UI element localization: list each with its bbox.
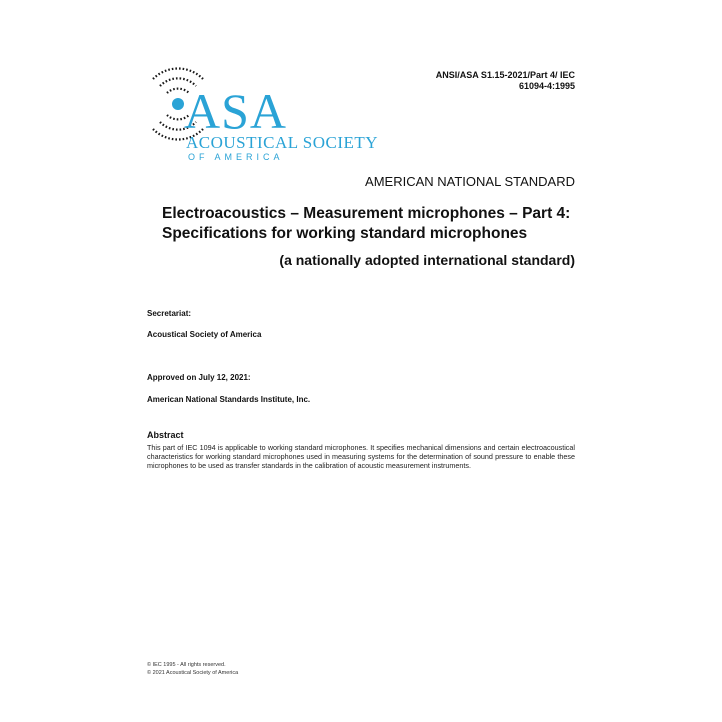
- secretariat-value: Acoustical Society of America: [147, 330, 262, 339]
- logo-wordmark: ASA: [184, 83, 288, 139]
- secretariat-label: Secretariat:: [147, 309, 192, 318]
- abstract-heading: Abstract: [147, 430, 184, 440]
- document-identifier: [375, 70, 575, 92]
- approved-label: Approved on July 12, 2021:: [147, 373, 251, 382]
- approved-value: American National Standards Institute, Inc.: [147, 395, 311, 404]
- doc-id-line-2: 61094-4:1995: [518, 81, 575, 91]
- logo-society-name: ACOUSTICAL SOCIETY: [186, 133, 379, 152]
- copyright-asa: © 2021 Acoustical Society of America: [147, 670, 239, 676]
- asa-logo: [140, 64, 380, 164]
- abstract-text: This part of IEC 1094 is applicable to working standard microphones. It specifies mechanical dimensions and certain electroacoustical characteristics for working standard microphones used in measuring systems for the determination of sound pressure to enable these microphones to be used as transfer standards in the calibration of acoustic measurement instruments.: [147, 443, 575, 470]
- standard-type: AMERICAN NATIONAL STANDARD: [365, 174, 575, 189]
- document-subtitle: (a nationally adopted international standard): [279, 252, 575, 268]
- copyright-iec: © IEC 1995 - All rights reserved.: [147, 662, 226, 668]
- logo-region: OF AMERICA: [188, 152, 284, 162]
- doc-id-line-1: ANSI/ASA S1.15-2021/Part 4/ IEC: [435, 70, 575, 80]
- document-title: Electroacoustics – Measurement microphones – Part 4: Specifications for working standard microphones: [162, 205, 571, 242]
